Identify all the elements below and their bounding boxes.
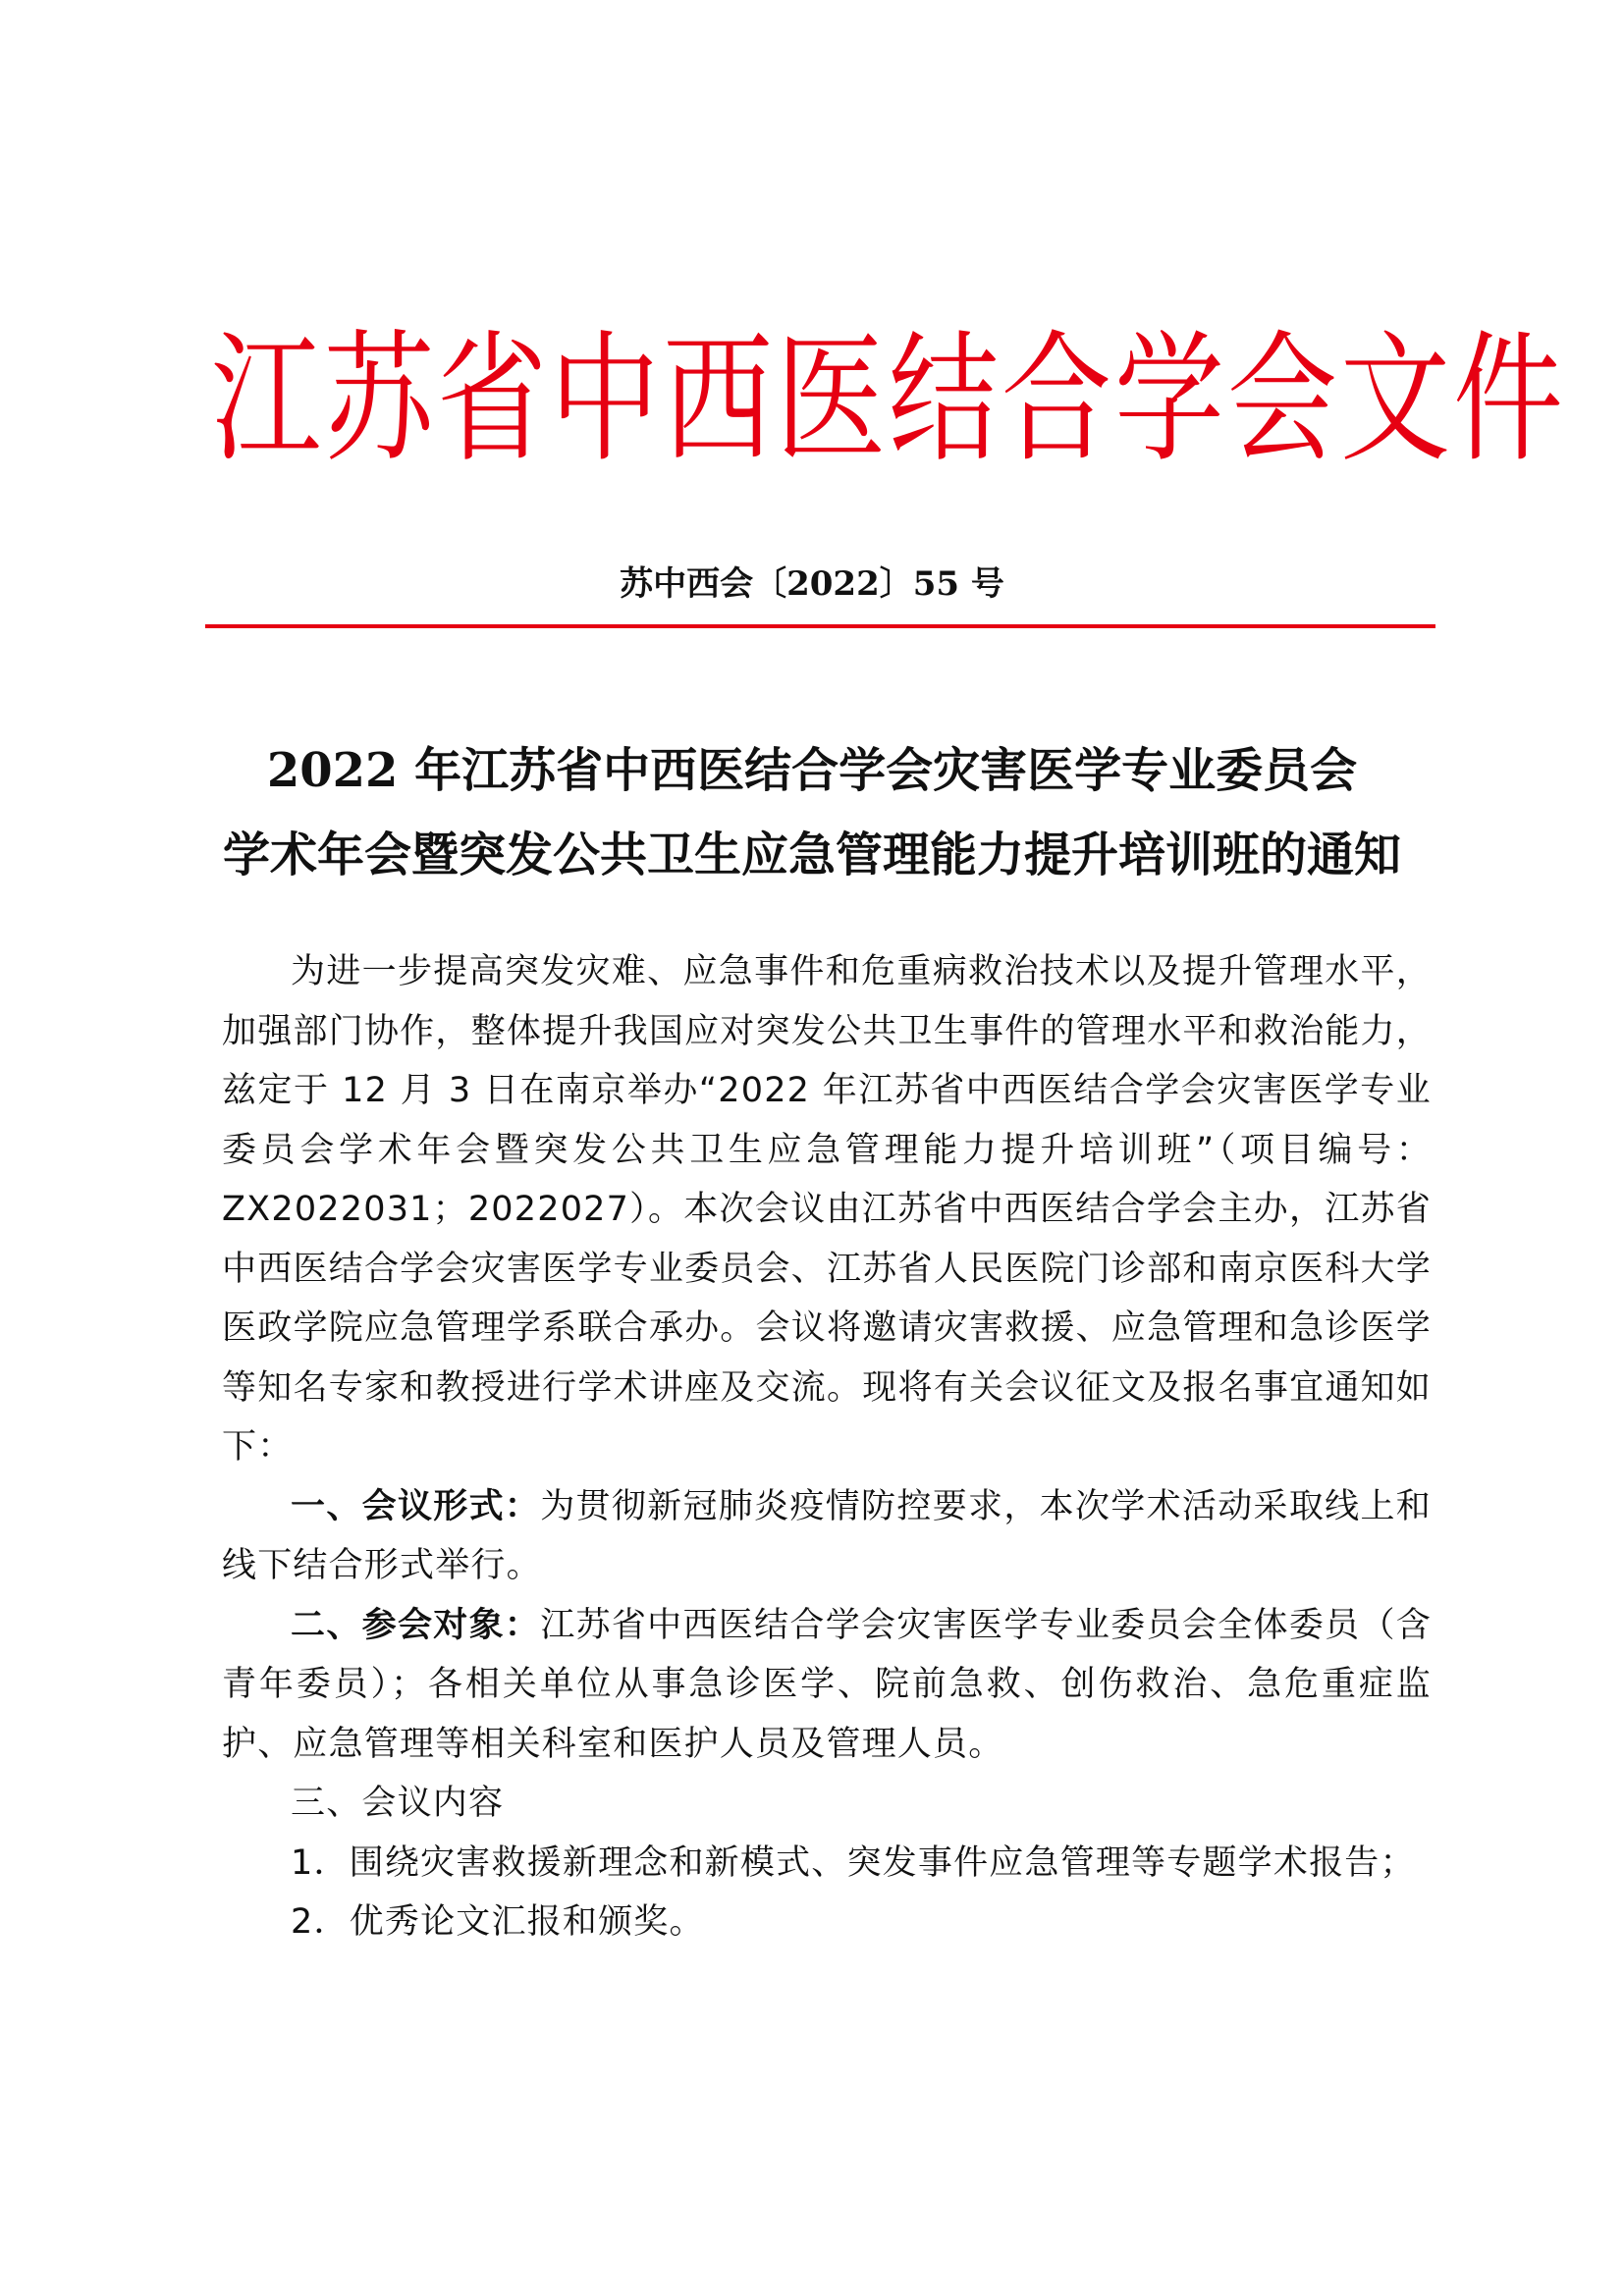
notice-body [222, 942, 1432, 1952]
intro-paragraph: 为进一步提高突发灾难、应急事件和危重病救治技术以及提升管理水平，加强部门协作，整体提升我国应对突发公共卫生事件的管理水平和救治能力，兹定于 12 月 3 日在南京举办“2022 年江苏省中西医结合学会灾害医学专业委员会学术年会暨突发公共卫生应急管理能力提升培训班”（项目编号：ZX2022031；2022027）。本次会议由江苏省中西医结合学会主办，江苏省中西医结合学会灾害医学专业委员会、江苏省人民医院门诊部和南京医科大学医政学院应急管理学系联合承办。会议将邀请灾害救援、应急管理和急诊医学等知名专家和教授进行学术讲座及交流。现将有关会议征文及报名事宜通知如下： [222, 952, 1432, 1467]
section-meeting-format-text: 为贯彻新冠肺炎疫情防控要求，本次学术活动采取线上和线下结合形式举行。 [222, 1486, 1432, 1585]
notice-title-line-2: 学术年会暨突发公共卫生应急管理能力提升培训班的通知 [222, 828, 1401, 882]
notice-title [196, 728, 1428, 897]
content-list-item: 2．优秀论文汇报和颁奖。 [291, 1902, 705, 1942]
section-participants [222, 1596, 1432, 1775]
section-participants-label: 二、参会对象： [291, 1605, 541, 1645]
section-participants-text: 江苏省中西医结合学会灾害医学专业委员会全体委员（含青年委员）；各相关单位从事急诊医学、院前急救、创伤救治、急危重症监护、应急管理等相关科室和医护人员及管理人员。 [222, 1605, 1432, 1764]
section-meeting-format [222, 1477, 1432, 1596]
document-number: 苏中西会〔2022〕55 号 [620, 564, 1004, 604]
section-meeting-format-label: 一、会议形式： [291, 1486, 541, 1526]
notice-title-line-1: 2022 年江苏省中西医结合学会灾害医学专业委员会 [266, 743, 1358, 798]
org-document-header: 江苏省中西医结合学会文件 [211, 318, 1566, 482]
content-list-item: 1．围绕灾害救援新理念和新模式、突发事件应急管理等专题学术报告； [291, 1842, 1416, 1883]
red-divider-line [205, 624, 1435, 628]
section-meeting-content-heading: 三、会议内容 [291, 1784, 505, 1823]
